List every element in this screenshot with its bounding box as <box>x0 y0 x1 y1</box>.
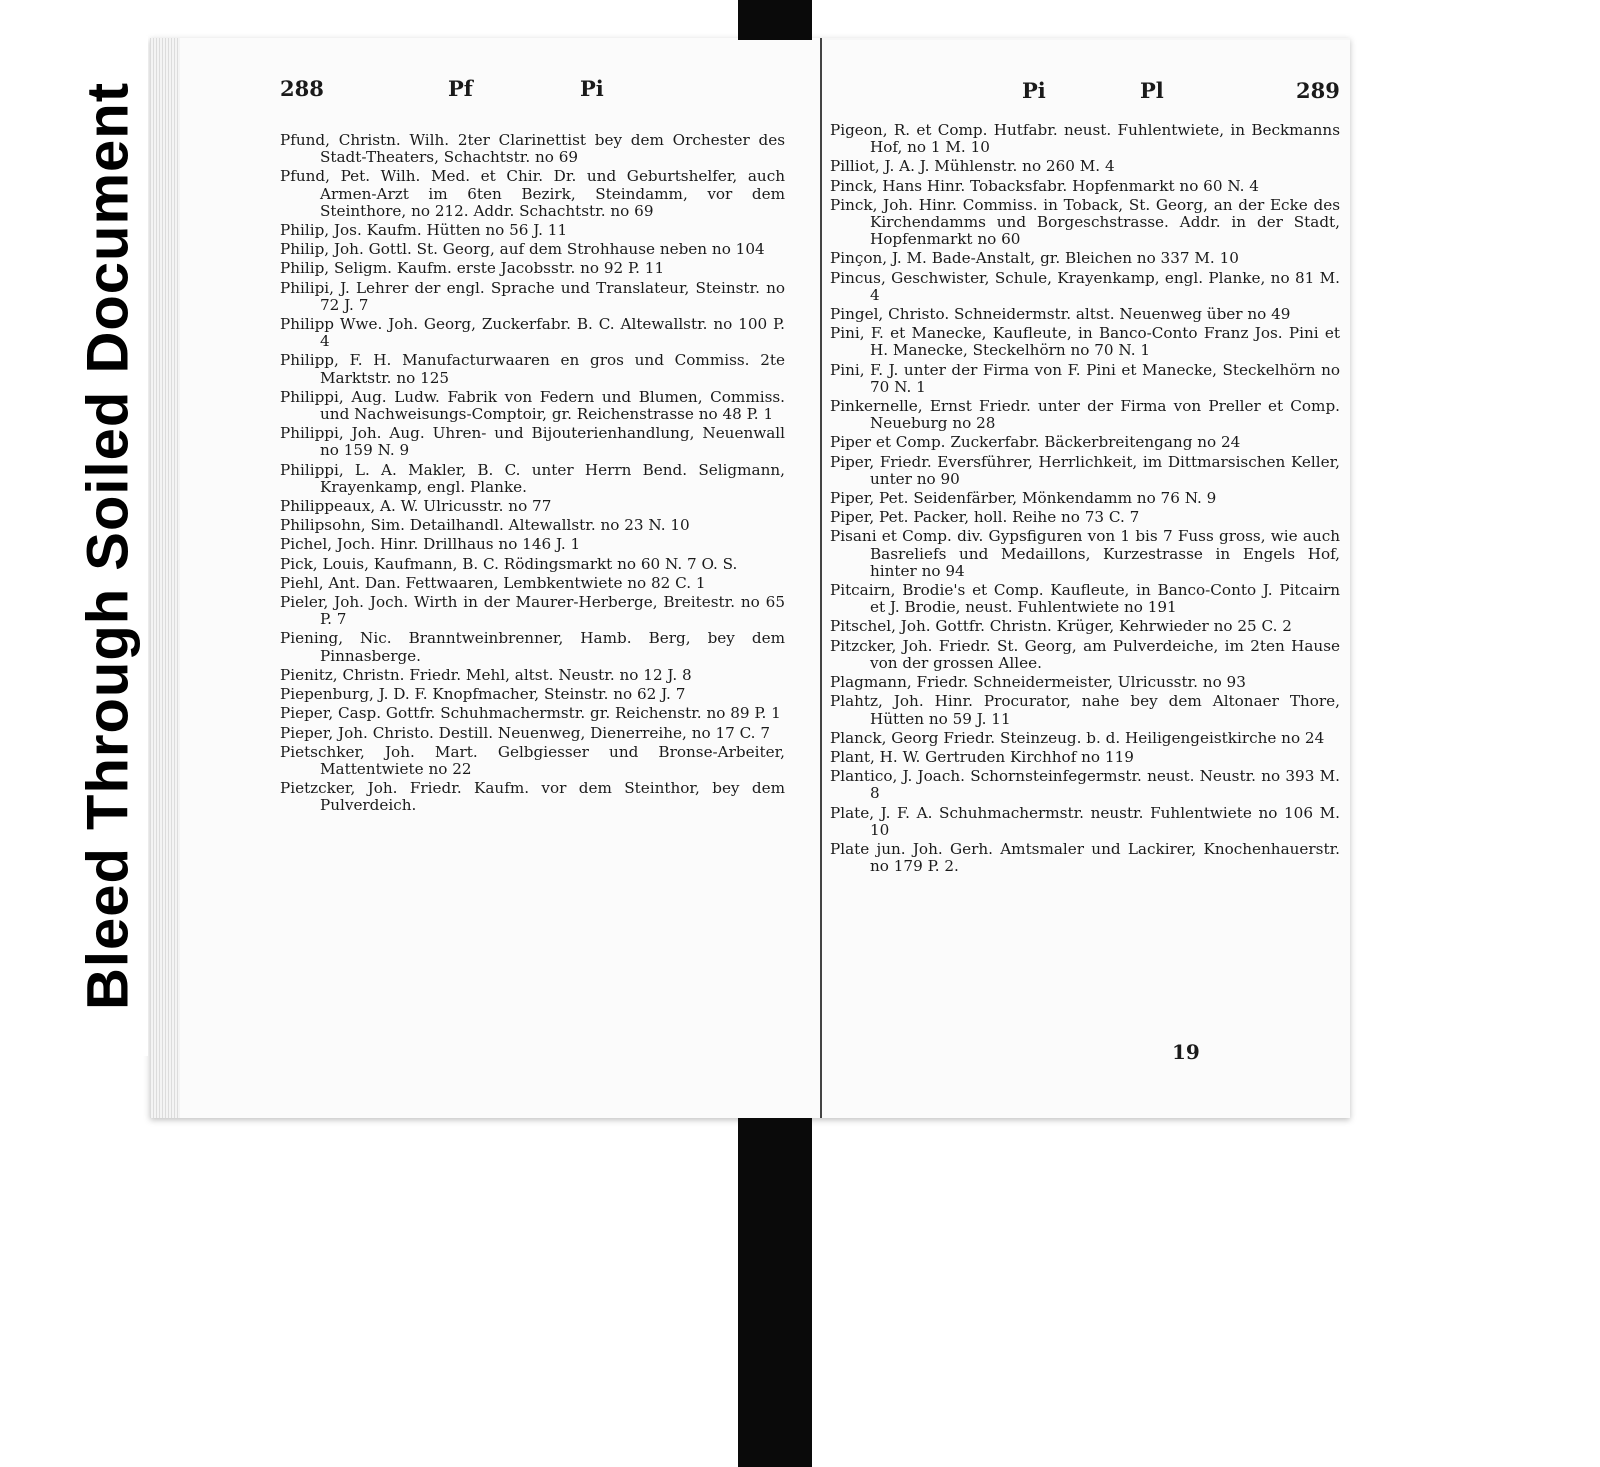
gutter-bar-top <box>738 0 812 40</box>
directory-entry: Pigeon, R. et Comp. Hutfabr. neust. Fuhlentwiete, in Beckmanns Hof, no 1 M. 10 <box>830 121 1340 157</box>
right-page-header <box>822 78 1350 118</box>
directory-entry: Planck, Georg Friedr. Steinzeug. b. d. Heiligengeistkirche no 24 <box>830 728 1325 747</box>
right-page-number: 289 <box>1296 78 1340 103</box>
directory-entry: Pieler, Joh. Joch. Wirth in der Maurer-Herberge, Breitestr. no 65 P. 7 <box>280 593 785 629</box>
directory-entry: Pinkernelle, Ernst Friedr. unter der Firma von Preller et Comp. Neueburg no 28 <box>830 397 1340 433</box>
right-entry-list <box>830 122 1340 877</box>
directory-entry: Pisani et Comp. div. Gypsfiguren von 1 bis 7 Fuss gross, wie auch Basreliefs und Medaillons, Kurzestrasse in Engels Hof, hinter no 94 <box>830 527 1340 580</box>
side-label-text: Bleed Through Soiled Document <box>75 81 141 1011</box>
directory-entry: Pfund, Christn. Wilh. 2ter Clarinettist bey dem Orchester des Stadt-Theaters, Schachtstr. no 69 <box>280 131 785 167</box>
left-page-header <box>180 76 820 116</box>
directory-entry: Philippi, L. A. Makler, B. C. unter Herrn Bend. Seligmann, Krayenkamp, engl. Planke. <box>280 460 785 496</box>
left-head-b: Pi <box>580 76 604 101</box>
left-head-a: Pf <box>448 76 473 101</box>
directory-entry: Pinck, Hans Hinr. Tobacksfabr. Hopfenmarkt no 60 N. 4 <box>830 176 1259 195</box>
directory-entry: Piehl, Ant. Dan. Fettwaaren, Lembkentwiete no 82 C. 1 <box>280 573 706 592</box>
directory-entry: Pietschker, Joh. Mart. Gelbgiesser und Bronse-Arbeiter, Mattentwiete no 22 <box>280 742 785 778</box>
right-head-b: Pl <box>1140 78 1164 103</box>
directory-entry: Plahtz, Joh. Hinr. Procurator, nahe bey dem Altonaer Thore, Hütten no 59 J. 11 <box>830 692 1340 728</box>
directory-entry: Pinck, Joh. Hinr. Commiss. in Toback, St. Georg, an der Ecke des Kirchendamms und Borgeschstrasse. Addr. in der Stadt, Hopfenmarkt no 60 <box>830 195 1340 249</box>
directory-entry: Philipp, F. H. Manufacturwaaren en gros und Commiss. 2te Marktstr. no 125 <box>280 351 785 387</box>
directory-entry: Philip, Seligm. Kaufm. erste Jacobsstr. no 92 P. 11 <box>280 259 665 278</box>
left-page <box>180 38 822 1118</box>
directory-entry: Piper et Comp. Zuckerfabr. Bäckerbreitengang no 24 <box>830 433 1241 452</box>
directory-entry: Philip, Joh. Gottl. St. Georg, auf dem Strohhause neben no 104 <box>280 240 765 259</box>
directory-entry: Pitcairn, Brodie's et Comp. Kaufleute, in Banco-Conto J. Pitcairn et J. Brodie, neust. Fuhlentwiete no 191 <box>830 581 1340 617</box>
directory-entry: Piper, Pet. Packer, holl. Reihe no 73 C. 7 <box>830 508 1140 527</box>
left-page-number: 288 <box>280 76 324 101</box>
directory-entry: Pinçon, J. M. Bade-Anstalt, gr. Bleichen no 337 M. 10 <box>830 249 1239 268</box>
directory-entry: Piper, Pet. Seidenfärber, Mönkendamm no 76 N. 9 <box>830 489 1217 508</box>
directory-entry: Philipsohn, Sim. Detailhandl. Altewallstr. no 23 N. 10 <box>280 516 690 535</box>
directory-entry: Philippi, Joh. Aug. Uhren- und Bijouterienhandlung, Neuenwall no 159 N. 9 <box>280 424 785 460</box>
directory-entry: Philip, Jos. Kaufm. Hütten no 56 J. 11 <box>280 221 568 240</box>
directory-entry: Pingel, Christo. Schneidermstr. altst. Neuenweg über no 49 <box>830 305 1291 324</box>
gutter-bar-bottom <box>738 1118 812 1467</box>
directory-entry: Pick, Louis, Kaufmann, B. C. Rödingsmarkt no 60 N. 7 O. S. <box>280 554 738 573</box>
directory-entry: Pichel, Joch. Hinr. Drillhaus no 146 J. 1 <box>280 535 581 554</box>
directory-entry: Philippeaux, A. W. Ulricusstr. no 77 <box>280 497 552 516</box>
page-edge-stack <box>150 38 184 1118</box>
directory-entry: Pincus, Geschwister, Schule, Krayenkamp, engl. Planke, no 81 M. 4 <box>830 268 1340 304</box>
directory-entry: Pfund, Pet. Wilh. Med. et Chir. Dr. und Geburtshelfer, auch Armen-Arzt im 6ten Bezirk, Steindamm, vor dem Steinthore, no 212. Addr. Schachtstr. no 69 <box>280 167 785 220</box>
directory-entry: Pieper, Casp. Gottfr. Schuhmachermstr. gr. Reichenstr. no 89 P. 1 <box>280 704 781 723</box>
directory-entry: Pienitz, Christn. Friedr. Mehl, altst. Neustr. no 12 J. 8 <box>280 665 692 684</box>
directory-entry: Pini, F. et Manecke, Kaufleute, in Banco-Conto Franz Jos. Pini et H. Manecke, Steckelhörn no 70 N. 1 <box>830 324 1340 360</box>
directory-entry: Plate, J. F. A. Schuhmachermstr. neustr. Fuhlentwiete no 106 M. 10 <box>830 803 1340 839</box>
directory-entry: Plagmann, Friedr. Schneidermeister, Ulricusstr. no 93 <box>830 673 1246 692</box>
directory-entry: Pilliot, J. A. J. Mühlenstr. no 260 M. 4 <box>830 157 1115 176</box>
directory-entry: Pini, F. J. unter der Firma von F. Pini et Manecke, Steckelhörn no 70 N. 1 <box>830 360 1340 396</box>
signature-mark: 19 <box>1172 1040 1200 1064</box>
directory-entry: Piepenburg, J. D. F. Knopfmacher, Steinstr. no 62 J. 7 <box>280 685 686 704</box>
directory-entry: Piening, Nic. Branntweinbrenner, Hamb. Berg, bey dem Pinnasberge. <box>280 629 785 665</box>
side-label <box>68 36 148 1056</box>
directory-entry: Plantico, J. Joach. Schornsteinfegermstr. neust. Neustr. no 393 M. 8 <box>830 767 1340 803</box>
directory-entry: Philipi, J. Lehrer der engl. Sprache und Translateur, Steinstr. no 72 J. 7 <box>280 278 785 314</box>
directory-entry: Philippi, Aug. Ludw. Fabrik von Federn und Blumen, Commiss. und Nachweisungs-Comptoir, gr. Reichenstrasse no 48 P. 1 <box>280 387 785 424</box>
directory-entry: Plant, H. W. Gertruden Kirchhof no 119 <box>830 747 1134 766</box>
directory-entry: Pitzcker, Joh. Friedr. St. Georg, am Pulverdeiche, im 2ten Hause von der grossen Allee. <box>830 636 1340 672</box>
left-entry-list <box>280 132 785 817</box>
directory-entry: Pieper, Joh. Christo. Destill. Neuenweg, Dienerreihe, no 17 C. 7 <box>280 723 771 742</box>
right-head-a: Pi <box>1022 78 1046 103</box>
directory-entry: Philipp Wwe. Joh. Georg, Zuckerfabr. B. C. Altewallstr. no 100 P. 4 <box>280 315 785 351</box>
directory-entry: Pitschel, Joh. Gottfr. Christn. Krüger, Kehrwieder no 25 C. 2 <box>830 617 1292 636</box>
directory-entry: Piper, Friedr. Eversführer, Herrlichkeit, im Dittmarsischen Keller, unter no 90 <box>830 452 1340 488</box>
directory-entry: Pietzcker, Joh. Friedr. Kaufm. vor dem Steinthor, bey dem Pulverdeich. <box>280 779 785 815</box>
right-page <box>822 40 1350 1118</box>
directory-entry: Plate jun. Joh. Gerh. Amtsmaler und Lackirer, Knochenhauerstr. no 179 P. 2. <box>830 839 1340 876</box>
